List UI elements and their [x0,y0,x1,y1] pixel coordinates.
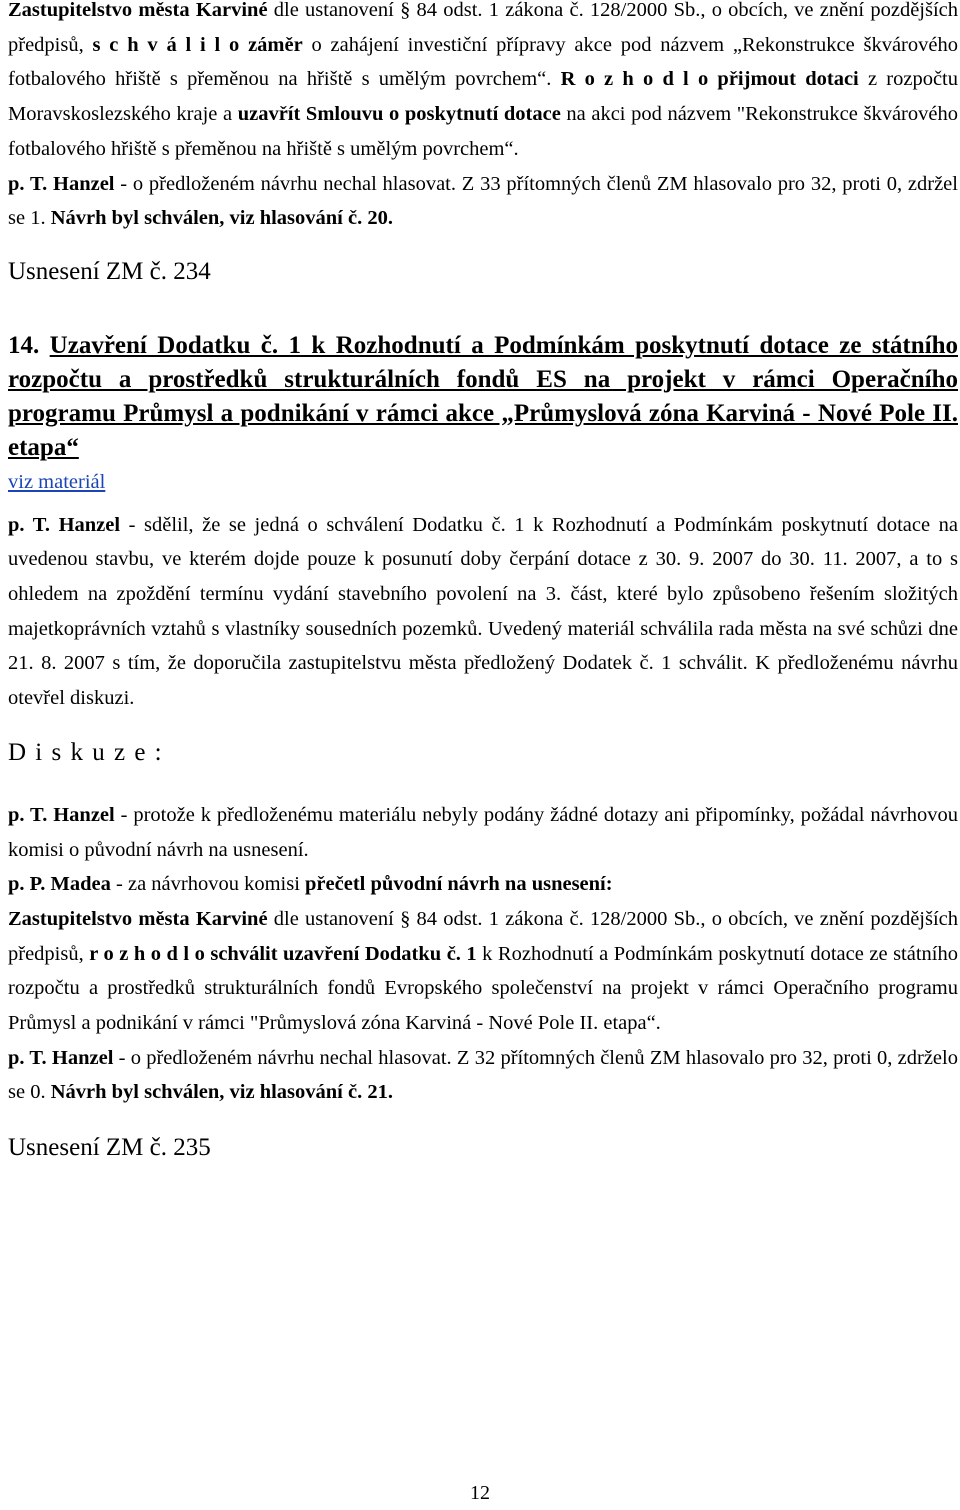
vote-paragraph-1: p. T. Hanzel - o předloženém návrhu nechal hlasovat. Z 33 přítomných členů ZM hlasovalo pro 32, proti 0, zdržel se 1. Návrh byl schválen, viz hlasování č. 20. [8,172,958,230]
agenda-item-14-title: 14. Uzavření Dodatku č. 1 k Rozhodnutí a Podmínkám poskytnutí dotace ze státního rozpočtu a prostředků strukturálních fondů ES na projekt v rámci Operačního programu Průmysl a podnikání v rámci akce „Průmyslová zóna Karviná - Nové Pole II. etapa“ [8,331,959,461]
material-link[interactable]: viz materiál [8,470,106,493]
vote-paragraph-2: p. T. Hanzel - o předloženém návrhu nechal hlasovat. Z 32 přítomných členů ZM hlasovalo pro 32, proti 0, zdrželo se 0. Návrh byl schválen, viz hlasování č. 21. [8,1046,958,1104]
diskuze-heading: D i s k u z e : [8,738,164,766]
page-number: 12 [470,1482,490,1504]
discussion-intro-paragraph: p. T. Hanzel - sdělil, že se jedná o schválení Dodatku č. 1 k Rozhodnutí a Podmínkám poskytnutí dotace na uvedenou stavbu, ve kterém dojde pouze k posunutí doby čerpání dotace z 30. 9. 2007 do 30. 11. 2007, a to s ohledem na zpoždění termínu vydání stavebního povolení na 3. část, které bylo způsobeno řešením složitých majetkoprávních vztahů s vlastníky sousedních pozemků. Uvedený materiál schválila rada města na své schůzi dne 21. 8. 2007 s tím, že doporučila zastupitelstvu města předložený Dodatek č. 1 schválit. K předloženému návrhu otevřel diskuzi. [8,513,958,710]
resolution-number-235: Usnesení ZM č. 235 [8,1134,211,1162]
madea-paragraph: p. P. Madea - za návrhovou komisi přečetl původní návrh na usnesení: [8,873,613,896]
resolution-paragraph-1: Zastupitelstvo města Karviné dle ustanovení § 84 odst. 1 zákona č. 128/2000 Sb., o obcích, ve znění pozdějších předpisů, s c h v á l i l o záměr o zahájení investiční přípravy akce pod názvem „Rekonstrukce škvárového fotbalového hřiště s přeměnou na hřiště s umělým povrchem“. R o z h o d l o přijmout dotaci z rozpočtu Moravskoslezského kraje a uzavřít Smlouvu o poskytnutí dotace na akci pod názvem "Rekonstrukce škvárového fotbalového hřiště s přeměnou na hřiště s umělým povrchem“. [8,0,959,160]
resolution-number-234: Usnesení ZM č. 234 [8,257,211,285]
hanzel-paragraph: p. T. Hanzel - protože k předloženému materiálu nebyly podány žádné dotazy ani připomínky, požádal návrhovou komisi o původní návrh na usnesení. [8,803,958,861]
material-link-row [8,465,958,500]
resolution-paragraph-2: Zastupitelstvo města Karviné dle ustanovení § 84 odst. 1 zákona č. 128/2000 Sb., o obcích, ve znění pozdějších předpisů, r o z h o d l o schválit uzavření Dodatku č. 1 k Rozhodnutí a Podmínkám poskytnutí dotace ze státního rozpočtu a prostředků strukturálních fondů Evropského společenství na projekt v rámci Operačního programu Průmysl a podnikání v rámci "Průmyslová zóna Karviná - Nové Pole II. etapa“. [8,907,959,1035]
document-page [8,0,958,1165]
